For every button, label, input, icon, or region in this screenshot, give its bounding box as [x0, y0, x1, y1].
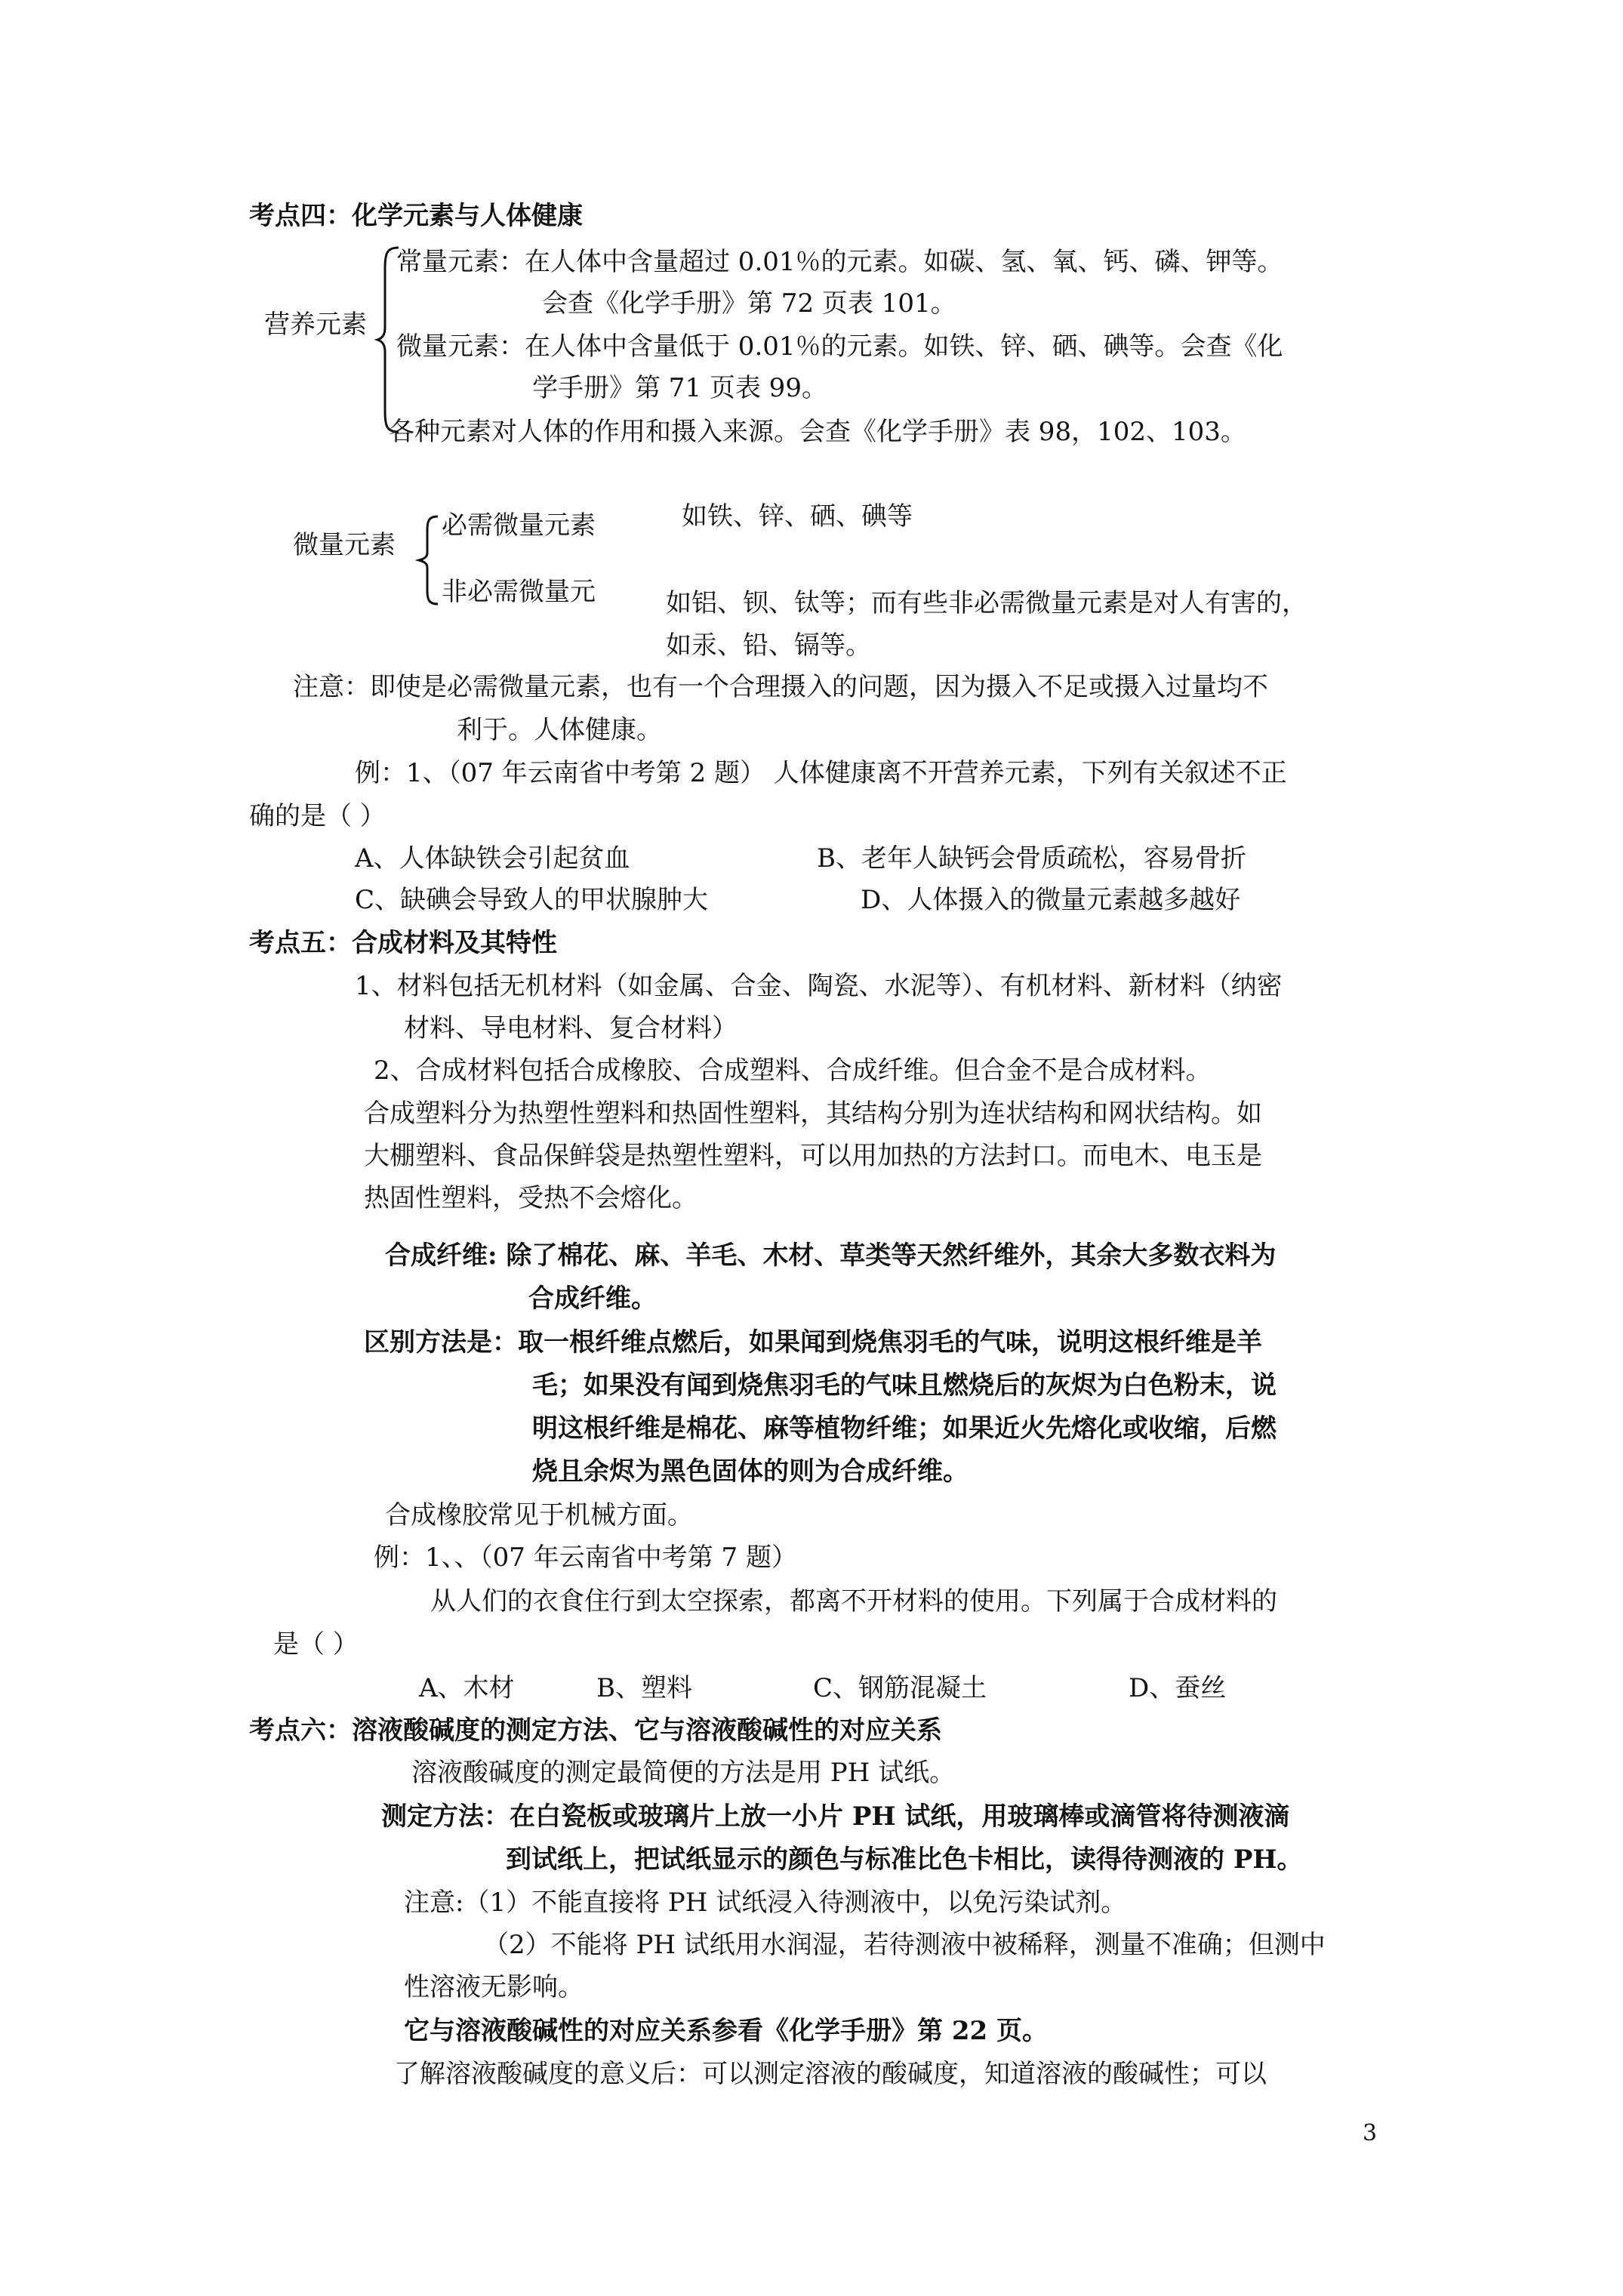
example-line-3: 是（ ）: [273, 1629, 359, 1660]
option-a: A、木材: [419, 1673, 515, 1703]
essential-examples: 如铁、锌、硒、碘等: [682, 501, 913, 532]
option-c: C、缺碘会导致人的甲状腺肿大: [355, 885, 709, 915]
meaning-line: 了解溶液酸碱度的意义后：可以测定溶液的酸碱度，知道溶液的酸碱性；可以: [394, 2059, 1267, 2089]
relation-line: 它与溶液酸碱性的对应关系参看《化学手册》第 22 页。: [404, 2016, 1048, 2046]
macro-line-2: 会查《化学手册》第 72 页表 101。: [542, 288, 956, 319]
nutrient-label: 营养元素: [264, 310, 367, 340]
note-line-3: 性溶液无影响。: [404, 1972, 584, 2002]
option-a: A、人体缺铁会引起贫血: [355, 843, 630, 874]
example-line-1: 例：1、（07 年云南省中考第 2 题） 人体健康离不开营养元素，下列有关叙述不正: [355, 758, 1287, 788]
rubber-line: 合成橡胶常见于机械方面。: [385, 1500, 693, 1530]
nonessential-line-1: 如铝、钡、钛等；而有些非必需微量元素是对人有害的，: [666, 588, 1307, 618]
trace-brace: [417, 515, 442, 606]
method-line-3: 明这根纤维是棉花、麻等植物纤维；如果近火先熔化或收缩，后燃: [532, 1413, 1277, 1444]
option-d: D、人体摄入的微量元素越多越好: [861, 885, 1241, 915]
page-number: 3: [1363, 2120, 1378, 2147]
section-6-heading: 考点六：溶液酸碱度的测定方法、它与溶液酸碱性的对应关系: [249, 1715, 942, 1746]
example-line-2: 从人们的衣食住行到太空探索，都离不开材料的使用。下列属于合成材料的: [430, 1586, 1277, 1616]
method-line-1: 区别方法是：取一根纤维点燃后，如果闻到烧焦羽毛的气味，说明这根纤维是羊: [364, 1327, 1262, 1358]
simple-method-line: 溶液酸碱度的测定最简便的方法是用 PH 试纸。: [411, 1758, 956, 1788]
nonessential-line-2: 如汞、铅、镉等。: [666, 630, 871, 661]
plastic-line-2: 大棚塑料、食品保鲜袋是热塑性塑料，可以用加热的方法封口。而电木、电玉是: [364, 1141, 1262, 1171]
fiber-line-2: 合成纤维。: [528, 1284, 657, 1314]
measure-method-line-2: 到试纸上，把试纸显示的颜色与标准比色卡相比，读得待测液的 PH。: [506, 1845, 1303, 1875]
measure-method-line-1: 测定方法：在白瓷板或玻璃片上放一小片 PH 试纸，用玻璃棒或滴管将待测液滴: [381, 1801, 1290, 1832]
material-item-1-line-1: 1、材料包括无机材料（如金属、合金、陶瓷、水泥等）、有机材料、新材料（纳密: [355, 971, 1283, 1001]
option-d: D、蚕丝: [1129, 1673, 1227, 1703]
example-line-1: 例：1、、（07 年云南省中考第 7 题）: [374, 1542, 797, 1573]
micro-line-2: 学手册》第 71 页表 99。: [532, 373, 827, 403]
option-b: B、塑料: [596, 1673, 692, 1703]
roles-line: 各种元素对人体的作用和摄入来源。会查《化学手册》表 98，102、103。: [389, 417, 1246, 447]
nonessential-label: 非必需微量元: [442, 577, 596, 607]
method-line-4: 烧且余烬为黑色固体的则为合成纤维。: [532, 1456, 969, 1487]
note-line-1: 注意:（1）不能直接将 PH 试纸浸入待测液中，以免污染试剂。: [404, 1888, 1127, 1918]
note-line-2: 利于。人体健康。: [457, 715, 662, 745]
material-item-1-line-2: 材料、导电材料、复合材料）: [404, 1013, 738, 1043]
macro-line-1: 常量元素：在人体中含量超过 0.01％的元素。如碳、氢、氧、钙、磷、钾等。: [396, 247, 1283, 277]
plastic-line-3: 热固性塑料，受热不会熔化。: [364, 1183, 698, 1213]
essential-label: 必需微量元素: [442, 510, 596, 541]
option-c: C、钢筋混凝土: [813, 1673, 987, 1703]
method-line-2: 毛；如果没有闻到烧焦羽毛的气味且燃烧后的灰烬为白色粉末，说: [532, 1370, 1277, 1401]
fiber-line-1: 合成纤维: 除了棉花、麻、羊毛、木材、草类等天然纤维外，其余大多数衣料为: [385, 1240, 1277, 1271]
micro-line-1: 微量元素：在人体中含量低于 0.01％的元素。如铁、锌、硒、碘等。会查《化: [396, 331, 1283, 362]
option-b: B、老年人缺钙会骨质疏松，容易骨折: [817, 843, 1246, 874]
trace-label: 微量元素: [293, 530, 396, 560]
material-item-2-line: 2、合成材料包括合成橡胶、合成塑料、合成纤维。但合金不是合成材料。: [374, 1056, 1212, 1086]
note-line-1: 注意：即使是必需微量元素，也有一个合理摄入的问题，因为摄入不足或摄入过量均不: [293, 672, 1268, 702]
plastic-line-1: 合成塑料分为热塑性塑料和热固性塑料，其结构分别为连状结构和网状结构。如: [364, 1099, 1262, 1129]
note-line-2: （2）不能将 PH 试纸用水润湿，若待测液中被稀释，测量不准确；但测中: [483, 1930, 1326, 1960]
section-4-heading: 考点四：化学元素与人体健康: [249, 201, 583, 231]
section-5-heading: 考点五：合成材料及其特性: [249, 928, 557, 958]
example-line-2: 确的是（ ）: [249, 801, 386, 831]
